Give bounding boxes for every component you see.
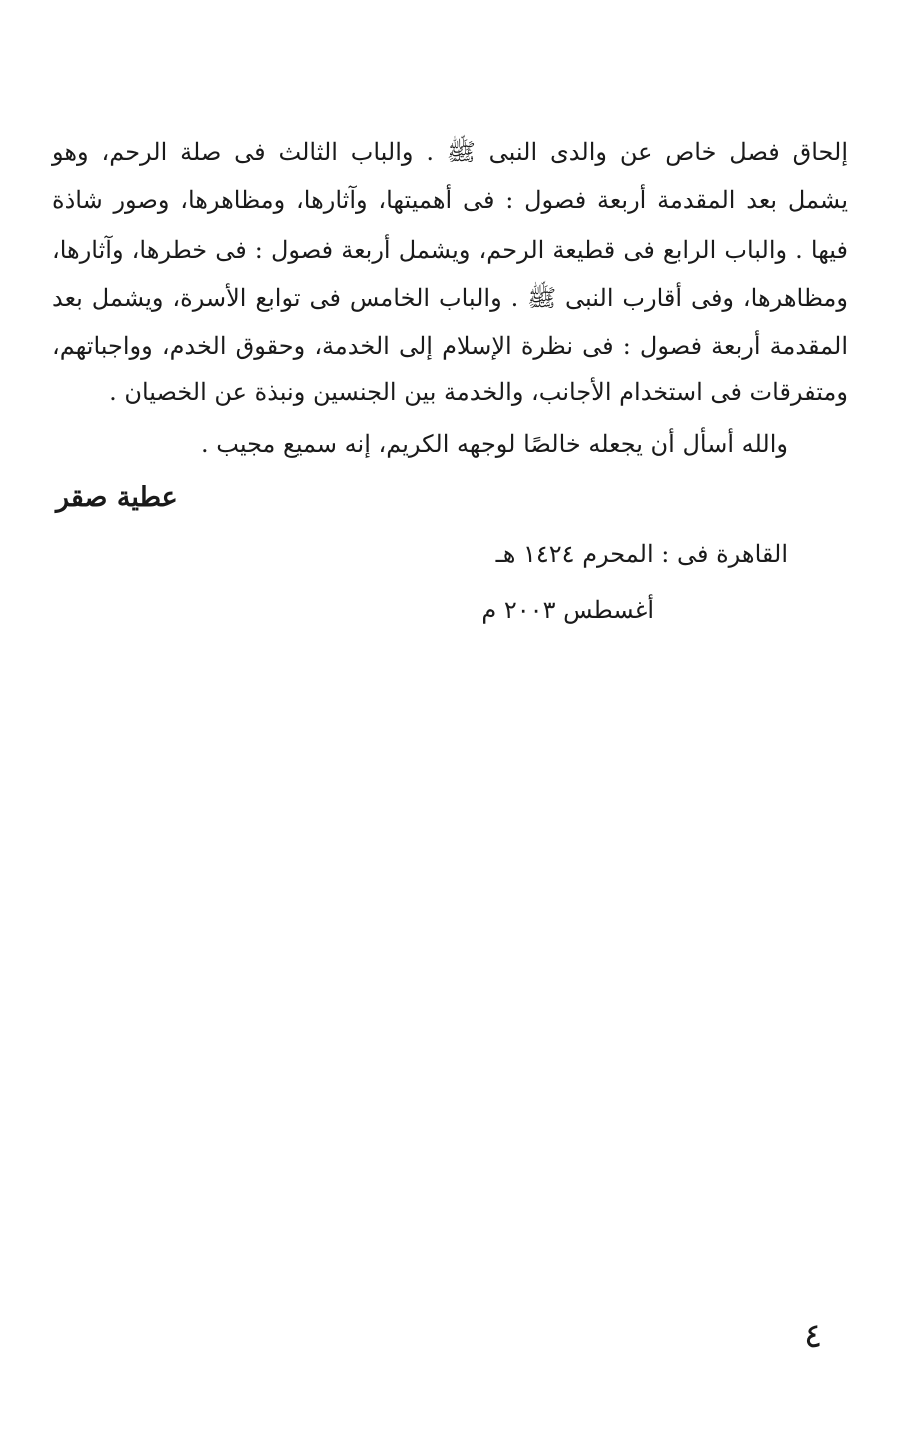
paragraph-line-5: المقدمة أربعة فصول : فى نظرة الإسلام إلى الخدمة، وحقوق الخدم، وواجباتهم، [52,332,848,360]
paragraph-line-2: يشمل بعد المقدمة أربعة فصول : فى أهميتها، وآثارها، ومظاهرها، وصور شاذة [52,186,848,214]
paragraph-line-1: إلحاق فصل خاص عن والدى النبى ﷺ . والباب الثالث فى صلة الرحم، وهو [52,138,848,166]
page-number: ٤ [804,1316,823,1356]
paragraph-line-6: ومتفرقات فى استخدام الأجانب، والخدمة بين الجنسين ونبذة عن الخصيان . [109,378,848,406]
closing-sentence: والله أسأل أن يجعله خالصًا لوجهه الكريم، إنه سميع مجيب . [201,430,788,458]
place-date-hijri: القاهرة فى : المحرم ١٤٢٤ هـ [495,540,788,568]
date-gregorian: أغسطس ٢٠٠٣ م [481,596,654,624]
paragraph-line-3: فيها . والباب الرابع فى قطيعة الرحم، ويشمل أربعة فصول : فى خطرها، وآثارها، [52,236,849,264]
author-name: عطية صقر [56,482,178,513]
paragraph-line-4: ومظاهرها، وفى أقارب النبى ﷺ . والباب الخامس فى توابع الأسرة، ويشمل بعد [52,284,848,312]
